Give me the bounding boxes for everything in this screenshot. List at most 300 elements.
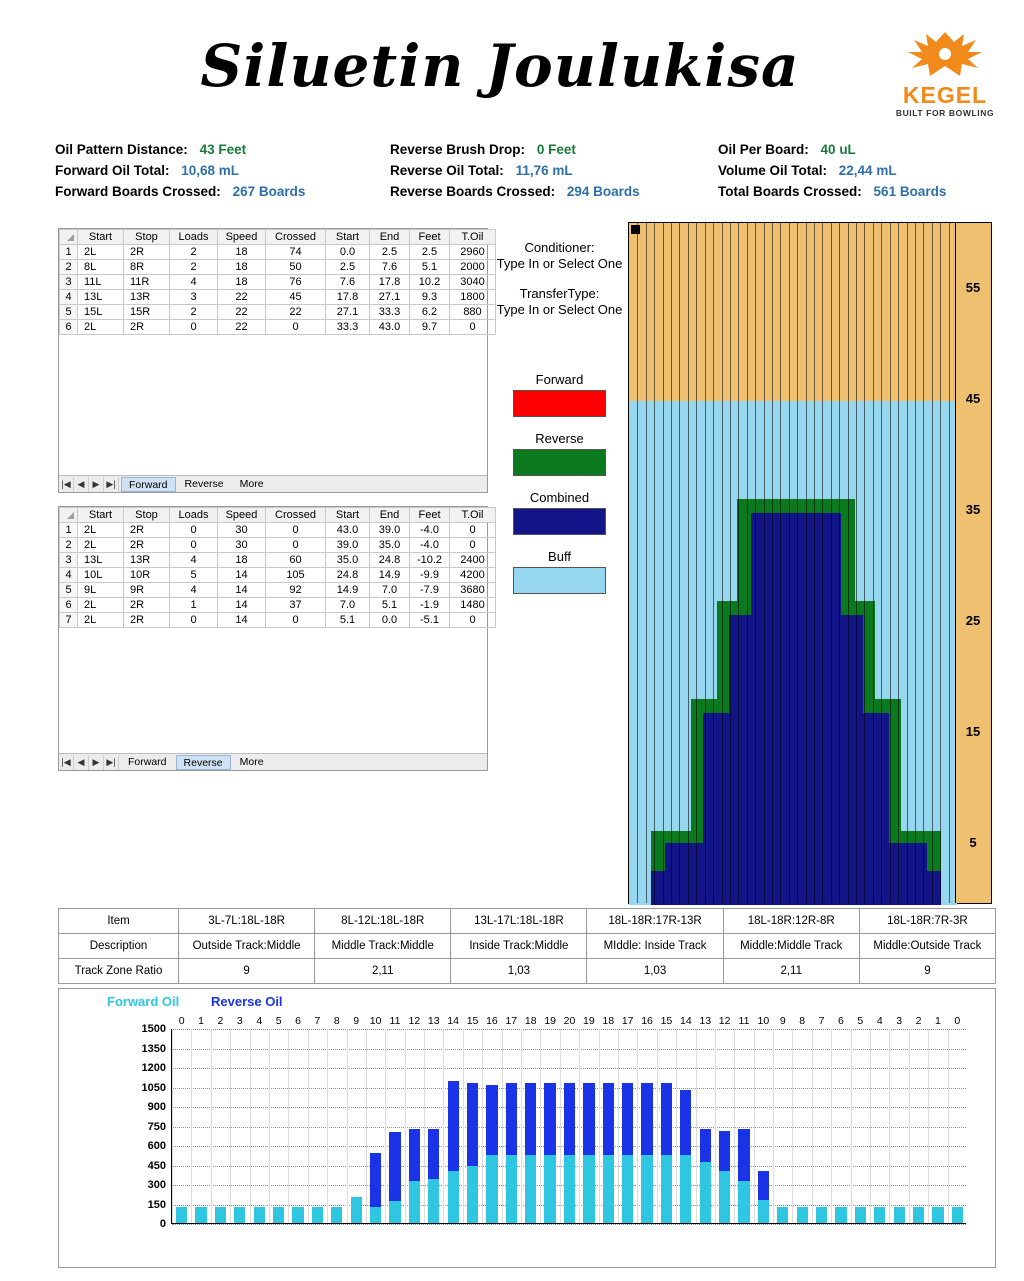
chart-bar-forward-segment [894, 1207, 905, 1223]
x-axis-tick-label: 1 [934, 1015, 941, 1027]
x-axis-tick-label: 12 [718, 1015, 731, 1027]
grid-cell[interactable]: 15R [124, 305, 170, 320]
row-index: 5 [60, 305, 78, 320]
grid-cell[interactable]: 2.5 [326, 260, 370, 275]
grid-cell[interactable]: 18 [218, 245, 266, 260]
chart-bar [428, 1028, 439, 1223]
grid-cell[interactable]: 14 [218, 583, 266, 598]
chart-bar-forward-segment [738, 1181, 749, 1223]
zone-ratio-cell: 9 [859, 959, 995, 984]
grid-cell[interactable]: 2 [170, 245, 218, 260]
grid-cell[interactable]: 33.3 [326, 320, 370, 335]
chart-bar-forward-segment [661, 1155, 672, 1223]
grid-cell[interactable]: 22 [266, 305, 326, 320]
table-row[interactable] [60, 523, 496, 538]
grid-cell[interactable]: 18 [218, 553, 266, 568]
oil-pattern-graphic [628, 222, 992, 904]
grid-cell[interactable]: 15L [78, 305, 124, 320]
chart-category-divider [676, 1029, 677, 1223]
y-axis-tick-label: 1500 [141, 1023, 166, 1035]
zone-description-cell: Middle:Outside Track [859, 934, 995, 959]
grid-cell[interactable]: 7.6 [326, 275, 370, 290]
grid-cell[interactable]: 22 [218, 290, 266, 305]
grid-cell[interactable]: 14.9 [326, 583, 370, 598]
chart-category-divider [347, 1029, 348, 1223]
column-header[interactable]: Stop [124, 230, 170, 245]
chart-bar [855, 1028, 866, 1223]
grid-cell[interactable]: 27.1 [326, 305, 370, 320]
table-row[interactable] [60, 275, 496, 290]
x-axis-tick-label: 6 [838, 1015, 844, 1027]
kegel-logo [880, 28, 1010, 138]
grid-cell[interactable]: -10.2 [410, 553, 450, 568]
column-header[interactable]: T.Oil [450, 508, 496, 523]
grid-cell[interactable]: 2L [78, 245, 124, 260]
grid-corner[interactable] [60, 508, 78, 523]
grid-cell[interactable]: 2R [124, 613, 170, 628]
table-row[interactable] [60, 568, 496, 583]
chart-legend-forward: Forward Oil [107, 994, 180, 1009]
grid-cell[interactable]: 3680 [450, 583, 496, 598]
x-axis-tick-label: 12 [408, 1015, 421, 1027]
chart-bar-forward-segment [254, 1207, 265, 1223]
grid-cell[interactable]: 22 [218, 305, 266, 320]
grid-cell[interactable]: 2L [78, 320, 124, 335]
zone-ratio-cell: 2,11 [315, 959, 451, 984]
chart-bar [738, 1028, 749, 1223]
grid-cell[interactable]: 9.7 [410, 320, 450, 335]
grid-cell[interactable]: 2960 [450, 245, 496, 260]
y-axis-tick-label: 1200 [141, 1062, 166, 1074]
transfertype-label: TransferType: [519, 286, 600, 301]
grid-cell[interactable]: 30 [218, 538, 266, 553]
x-axis-tick-label: 14 [679, 1015, 692, 1027]
grid-cell[interactable]: 17.8 [326, 290, 370, 305]
grid-cell[interactable]: 13L [78, 290, 124, 305]
column-header[interactable]: Speed [218, 508, 266, 523]
grid-cell[interactable]: -9.9 [410, 568, 450, 583]
zone-description-cell: Middle:Middle Track [723, 934, 859, 959]
chart-category-divider [308, 1029, 309, 1223]
stat-value: 22,44 mL [838, 163, 897, 178]
column-header[interactable]: Feet [410, 230, 450, 245]
chart-bar [719, 1028, 730, 1223]
table-row[interactable] [60, 305, 496, 320]
stat-label: Forward Oil Total: [55, 163, 170, 178]
conditioner-hint[interactable]: Type In or Select One [496, 256, 623, 271]
grid-cell[interactable]: 2.5 [410, 245, 450, 260]
grid-cell[interactable]: 0 [266, 538, 326, 553]
grid-cell[interactable]: 1 [170, 598, 218, 613]
transfertype-hint[interactable]: Type In or Select One [496, 302, 623, 317]
x-axis-tick-label: 16 [641, 1015, 653, 1027]
scale-label: 25 [965, 613, 981, 628]
chart-bar [932, 1028, 943, 1223]
chart-category-divider [812, 1029, 813, 1223]
grid-cell[interactable]: 6.2 [410, 305, 450, 320]
chart-bar [506, 1028, 517, 1223]
grid-cell[interactable]: 39.0 [370, 523, 410, 538]
grid-cell[interactable]: 0 [450, 320, 496, 335]
grid-cell[interactable]: 39.0 [326, 538, 370, 553]
stat-value: 40 uL [820, 142, 856, 157]
grid-cell[interactable]: 2R [124, 523, 170, 538]
grid-cell[interactable]: 11L [78, 275, 124, 290]
stat-label: Oil Per Board: [718, 142, 809, 157]
x-axis-tick-label: 10 [757, 1015, 770, 1027]
chart-bar-forward-segment [389, 1201, 400, 1223]
table-row[interactable] [60, 553, 496, 568]
grid-cell[interactable]: 10L [78, 568, 124, 583]
grid-cell[interactable]: 880 [450, 305, 496, 320]
chart-category-divider [637, 1029, 638, 1223]
x-axis-tick-label: 20 [563, 1015, 576, 1027]
tab-more[interactable]: More [239, 477, 264, 490]
legend-panel [492, 240, 627, 594]
grid-cell[interactable]: 13R [124, 290, 170, 305]
chart-category-divider [560, 1029, 561, 1223]
x-axis-tick-label: 9 [353, 1015, 360, 1027]
column-header[interactable]: Start [78, 230, 124, 245]
grid-cell[interactable]: 2R [124, 538, 170, 553]
zone-description-cell: MIddle: Inside Track [587, 934, 723, 959]
grid-cell[interactable]: 9.3 [410, 290, 450, 305]
tab-reverse[interactable]: Reverse [176, 755, 231, 770]
next-record-button[interactable]: ▶ [89, 477, 104, 492]
forward-grid-navbar[interactable] [59, 475, 487, 492]
grid-cell[interactable]: 8R [124, 260, 170, 275]
chart-bar-forward-segment [234, 1207, 245, 1223]
grid-cell[interactable]: 3 [170, 290, 218, 305]
table-row[interactable] [60, 583, 496, 598]
grid-cell[interactable]: 92 [266, 583, 326, 598]
table-row[interactable] [60, 245, 496, 260]
grid-cell[interactable]: 9R [124, 583, 170, 598]
grid-cell[interactable]: 5.1 [326, 613, 370, 628]
page-title: Siluetin Joulukisa [200, 32, 800, 100]
chart-bar-forward-segment [448, 1171, 459, 1223]
chart-bar-forward-segment [777, 1207, 788, 1223]
x-axis-tick-label: 5 [857, 1015, 864, 1027]
grid-cell[interactable]: 17.8 [370, 275, 410, 290]
grid-corner[interactable] [60, 230, 78, 245]
y-axis-tick-label: 300 [147, 1179, 166, 1191]
column-header[interactable]: Loads [170, 230, 218, 245]
chart-category-divider [792, 1029, 793, 1223]
grid-cell[interactable]: 105 [266, 568, 326, 583]
chart-category-divider [250, 1029, 251, 1223]
grid-cell[interactable]: 5 [170, 568, 218, 583]
grid-cell[interactable]: 2L [78, 613, 124, 628]
grid-cell[interactable]: 2 [170, 260, 218, 275]
grid-cell[interactable]: 35.0 [370, 538, 410, 553]
chart-bar [351, 1028, 362, 1223]
chart-bar-forward-segment [409, 1181, 420, 1223]
column-header[interactable]: Start [78, 508, 124, 523]
chart-bar [758, 1028, 769, 1223]
grid-cell[interactable]: 22 [218, 320, 266, 335]
chart-bar [370, 1028, 381, 1223]
grid-cell[interactable]: 30 [218, 523, 266, 538]
x-axis-tick-label: 17 [505, 1015, 518, 1027]
chart-plot-area [141, 1015, 966, 1230]
grid-cell[interactable]: 2L [78, 523, 124, 538]
grid-cell[interactable]: 2L [78, 598, 124, 613]
table-row[interactable] [60, 290, 496, 305]
scale-label: 55 [965, 280, 981, 295]
next-record-button[interactable]: ▶ [89, 755, 104, 770]
grid-cell[interactable]: 7.6 [370, 260, 410, 275]
first-record-button[interactable]: |◀ [59, 477, 74, 492]
grid-cell[interactable]: 14.9 [370, 568, 410, 583]
chart-category-divider [889, 1029, 890, 1223]
grid-cell[interactable]: 74 [266, 245, 326, 260]
grid-cell[interactable]: 2.5 [370, 245, 410, 260]
stat-label: Forward Boards Crossed: [55, 184, 221, 199]
grid-cell[interactable]: 2 [170, 305, 218, 320]
grid-cell[interactable]: 4 [170, 275, 218, 290]
grid-cell[interactable]: 33.3 [370, 305, 410, 320]
last-record-button[interactable]: ▶| [104, 477, 119, 492]
grid-cell[interactable]: 2R [124, 598, 170, 613]
chart-category-divider [502, 1029, 503, 1223]
chart-bar [273, 1028, 284, 1223]
grid-cell[interactable]: 0 [450, 523, 496, 538]
chart-bar [486, 1028, 497, 1223]
grid-cell[interactable]: -1.9 [410, 598, 450, 613]
chart-bar-forward-segment [758, 1200, 769, 1223]
grid-cell[interactable]: 4 [170, 553, 218, 568]
grid-cell[interactable]: 4200 [450, 568, 496, 583]
grid-cell[interactable]: 2000 [450, 260, 496, 275]
table-row[interactable] [60, 613, 496, 628]
x-axis-tick-label: 18 [602, 1015, 615, 1027]
grid-cell[interactable]: 0 [266, 613, 326, 628]
column-header[interactable]: Feet [410, 508, 450, 523]
grid-cell[interactable]: 7.0 [370, 583, 410, 598]
chart-bar [525, 1028, 536, 1223]
scale-label: 15 [965, 724, 981, 739]
row-index: 5 [60, 583, 78, 598]
grid-cell[interactable]: 7.0 [326, 598, 370, 613]
grid-cell[interactable]: 24.8 [326, 568, 370, 583]
chart-bar-forward-segment [486, 1155, 497, 1223]
stat-label: Reverse Oil Total: [390, 163, 504, 178]
tab-forward[interactable]: Forward [128, 755, 167, 768]
x-axis-tick-label: 8 [799, 1015, 806, 1027]
grid-cell[interactable]: 14 [218, 613, 266, 628]
row-index: 6 [60, 598, 78, 613]
grid-cell[interactable]: 14 [218, 568, 266, 583]
x-axis-tick-label: 0 [178, 1015, 185, 1027]
column-header[interactable]: Start [326, 508, 370, 523]
grid-cell[interactable]: -4.0 [410, 538, 450, 553]
grid-cell[interactable]: 18 [218, 275, 266, 290]
grid-cell[interactable]: 2R [124, 320, 170, 335]
stat-value: 10,68 mL [181, 163, 240, 178]
legend-label-reverse: Reverse [535, 431, 584, 446]
chart-bar [700, 1028, 711, 1223]
x-axis-tick-label: 11 [738, 1015, 750, 1027]
grid-cell[interactable]: 10R [124, 568, 170, 583]
reverse-pass-grid[interactable] [58, 506, 488, 771]
grid-cell[interactable]: 0 [266, 523, 326, 538]
grid-cell[interactable]: 18 [218, 260, 266, 275]
chart-bar-forward-segment [564, 1155, 575, 1223]
grid-cell[interactable]: 0 [170, 538, 218, 553]
grid-cell[interactable]: 50 [266, 260, 326, 275]
chart-bar-forward-segment [331, 1207, 342, 1223]
zone-description-cell: Inside Track:Middle [451, 934, 587, 959]
chart-category-divider [385, 1029, 386, 1223]
column-header[interactable]: End [370, 508, 410, 523]
grid-cell[interactable]: 0 [170, 320, 218, 335]
prev-record-button[interactable]: ◀ [74, 477, 89, 492]
grid-cell[interactable]: 4 [170, 583, 218, 598]
prev-record-button[interactable]: ◀ [74, 755, 89, 770]
grid-cell[interactable]: 0 [450, 538, 496, 553]
y-axis-tick-label: 900 [147, 1101, 166, 1113]
grid-cell[interactable]: -7.9 [410, 583, 450, 598]
grid-cell[interactable]: 0.0 [326, 245, 370, 260]
grid-cell[interactable]: 45 [266, 290, 326, 305]
grid-cell[interactable]: -4.0 [410, 523, 450, 538]
chart-category-divider [405, 1029, 406, 1223]
chart-bar [176, 1028, 187, 1223]
grid-cell[interactable]: 27.1 [370, 290, 410, 305]
tab-reverse[interactable]: Reverse [184, 477, 224, 490]
chart-category-divider [443, 1029, 444, 1223]
grid-cell[interactable]: 24.8 [370, 553, 410, 568]
chart-bar [195, 1028, 206, 1223]
chart-bar [603, 1028, 614, 1223]
logo-tagline: BUILT FOR BOWLING [895, 108, 995, 118]
grid-cell[interactable]: 0 [266, 320, 326, 335]
x-axis-tick-label: 14 [447, 1015, 459, 1027]
table-row[interactable] [60, 598, 496, 613]
row-index: 1 [60, 245, 78, 260]
grid-cell[interactable]: 5.1 [370, 598, 410, 613]
chart-bar-forward-segment [428, 1179, 439, 1223]
grid-cell[interactable]: 13L [78, 553, 124, 568]
grid-cell[interactable]: 0 [170, 523, 218, 538]
chart-category-divider [928, 1029, 929, 1223]
grid-cell[interactable]: 14 [218, 598, 266, 613]
reverse-grid-navbar[interactable] [59, 753, 487, 770]
column-header[interactable]: Loads [170, 508, 218, 523]
y-axis-tick-label: 1050 [141, 1081, 166, 1094]
grid-cell[interactable]: 2R [124, 245, 170, 260]
grid-cell[interactable]: -5.1 [410, 613, 450, 628]
column-header[interactable]: Speed [218, 230, 266, 245]
grid-cell[interactable]: 2400 [450, 553, 496, 568]
x-axis-tick-label: 13 [699, 1015, 712, 1027]
row-index: 2 [60, 538, 78, 553]
grid-cell[interactable]: 0 [450, 613, 496, 628]
zone-row-description [59, 934, 996, 959]
grid-cell[interactable]: 8L [78, 260, 124, 275]
column-header[interactable]: Start [326, 230, 370, 245]
row-index: 4 [60, 290, 78, 305]
grid-cell[interactable]: 10.2 [410, 275, 450, 290]
track-zone-table [58, 908, 996, 984]
first-record-button[interactable]: |◀ [59, 755, 74, 770]
zone-item-cell: 18L-18R:7R-3R [859, 909, 995, 934]
scale-label: 5 [969, 835, 977, 850]
x-axis-tick-label: 6 [295, 1015, 301, 1027]
tab-forward[interactable]: Forward [121, 477, 176, 492]
column-header[interactable]: T.Oil [450, 230, 496, 245]
tab-more[interactable]: More [239, 755, 264, 768]
grid-cell[interactable]: 0 [170, 613, 218, 628]
table-row[interactable] [60, 320, 496, 335]
grid-cell[interactable]: 43.0 [370, 320, 410, 335]
chart-bar [292, 1028, 303, 1223]
grid-cell[interactable]: 13R [124, 553, 170, 568]
stat-value: 11,76 mL [515, 163, 573, 178]
grid-cell[interactable]: 35.0 [326, 553, 370, 568]
chart-category-divider [696, 1029, 697, 1223]
x-axis-tick-label: 2 [217, 1015, 224, 1027]
table-row[interactable] [60, 260, 496, 275]
chart-category-divider [579, 1029, 580, 1223]
grid-cell[interactable]: 9L [78, 583, 124, 598]
x-axis-tick-label: 16 [486, 1015, 498, 1027]
grid-cell[interactable]: 37 [266, 598, 326, 613]
grid-cell[interactable]: 60 [266, 553, 326, 568]
grid-cell[interactable]: 76 [266, 275, 326, 290]
chart-category-divider [618, 1029, 619, 1223]
table-row[interactable] [60, 538, 496, 553]
chart-category-divider [327, 1029, 328, 1223]
last-record-button[interactable]: ▶| [104, 755, 119, 770]
forward-pass-grid[interactable] [58, 228, 488, 493]
chart-bar [874, 1028, 885, 1223]
stat-label: Volume Oil Total: [718, 163, 828, 178]
stat-label: Oil Pattern Distance: [55, 142, 188, 157]
chart-bar [564, 1028, 575, 1223]
chart-category-divider [521, 1029, 522, 1223]
column-header[interactable]: Crossed [266, 508, 326, 523]
chart-bar [312, 1028, 323, 1223]
x-axis-tick-label: 7 [818, 1015, 825, 1027]
grid-cell[interactable]: 1480 [450, 598, 496, 613]
chart-bar-forward-segment [913, 1207, 924, 1223]
grid-cell[interactable]: 0.0 [370, 613, 410, 628]
grid-cell[interactable]: 3040 [450, 275, 496, 290]
chart-category-divider [211, 1029, 212, 1223]
chart-bar-forward-segment [583, 1155, 594, 1223]
grid-cell[interactable]: 43.0 [326, 523, 370, 538]
column-header[interactable]: End [370, 230, 410, 245]
logo-wordmark: KEGEL [902, 82, 988, 108]
chart-bar-forward-segment [292, 1207, 303, 1223]
grid-cell[interactable]: 2L [78, 538, 124, 553]
grid-cell[interactable]: 5.1 [410, 260, 450, 275]
column-header[interactable]: Crossed [266, 230, 326, 245]
grid-cell[interactable]: 1800 [450, 290, 496, 305]
x-axis-tick-label: 9 [779, 1015, 786, 1027]
zone-row-label: Track Zone Ratio [59, 959, 179, 984]
x-axis-tick-label: 19 [583, 1015, 595, 1027]
grid-cell[interactable]: 11R [124, 275, 170, 290]
column-header[interactable]: Stop [124, 508, 170, 523]
y-axis-tick-label: 0 [159, 1218, 166, 1230]
chart-bar-forward-segment [195, 1207, 206, 1223]
chart-bar-forward-segment [835, 1207, 846, 1223]
x-axis-tick-label: 10 [369, 1015, 382, 1027]
legend-swatch-reverse [513, 449, 606, 476]
